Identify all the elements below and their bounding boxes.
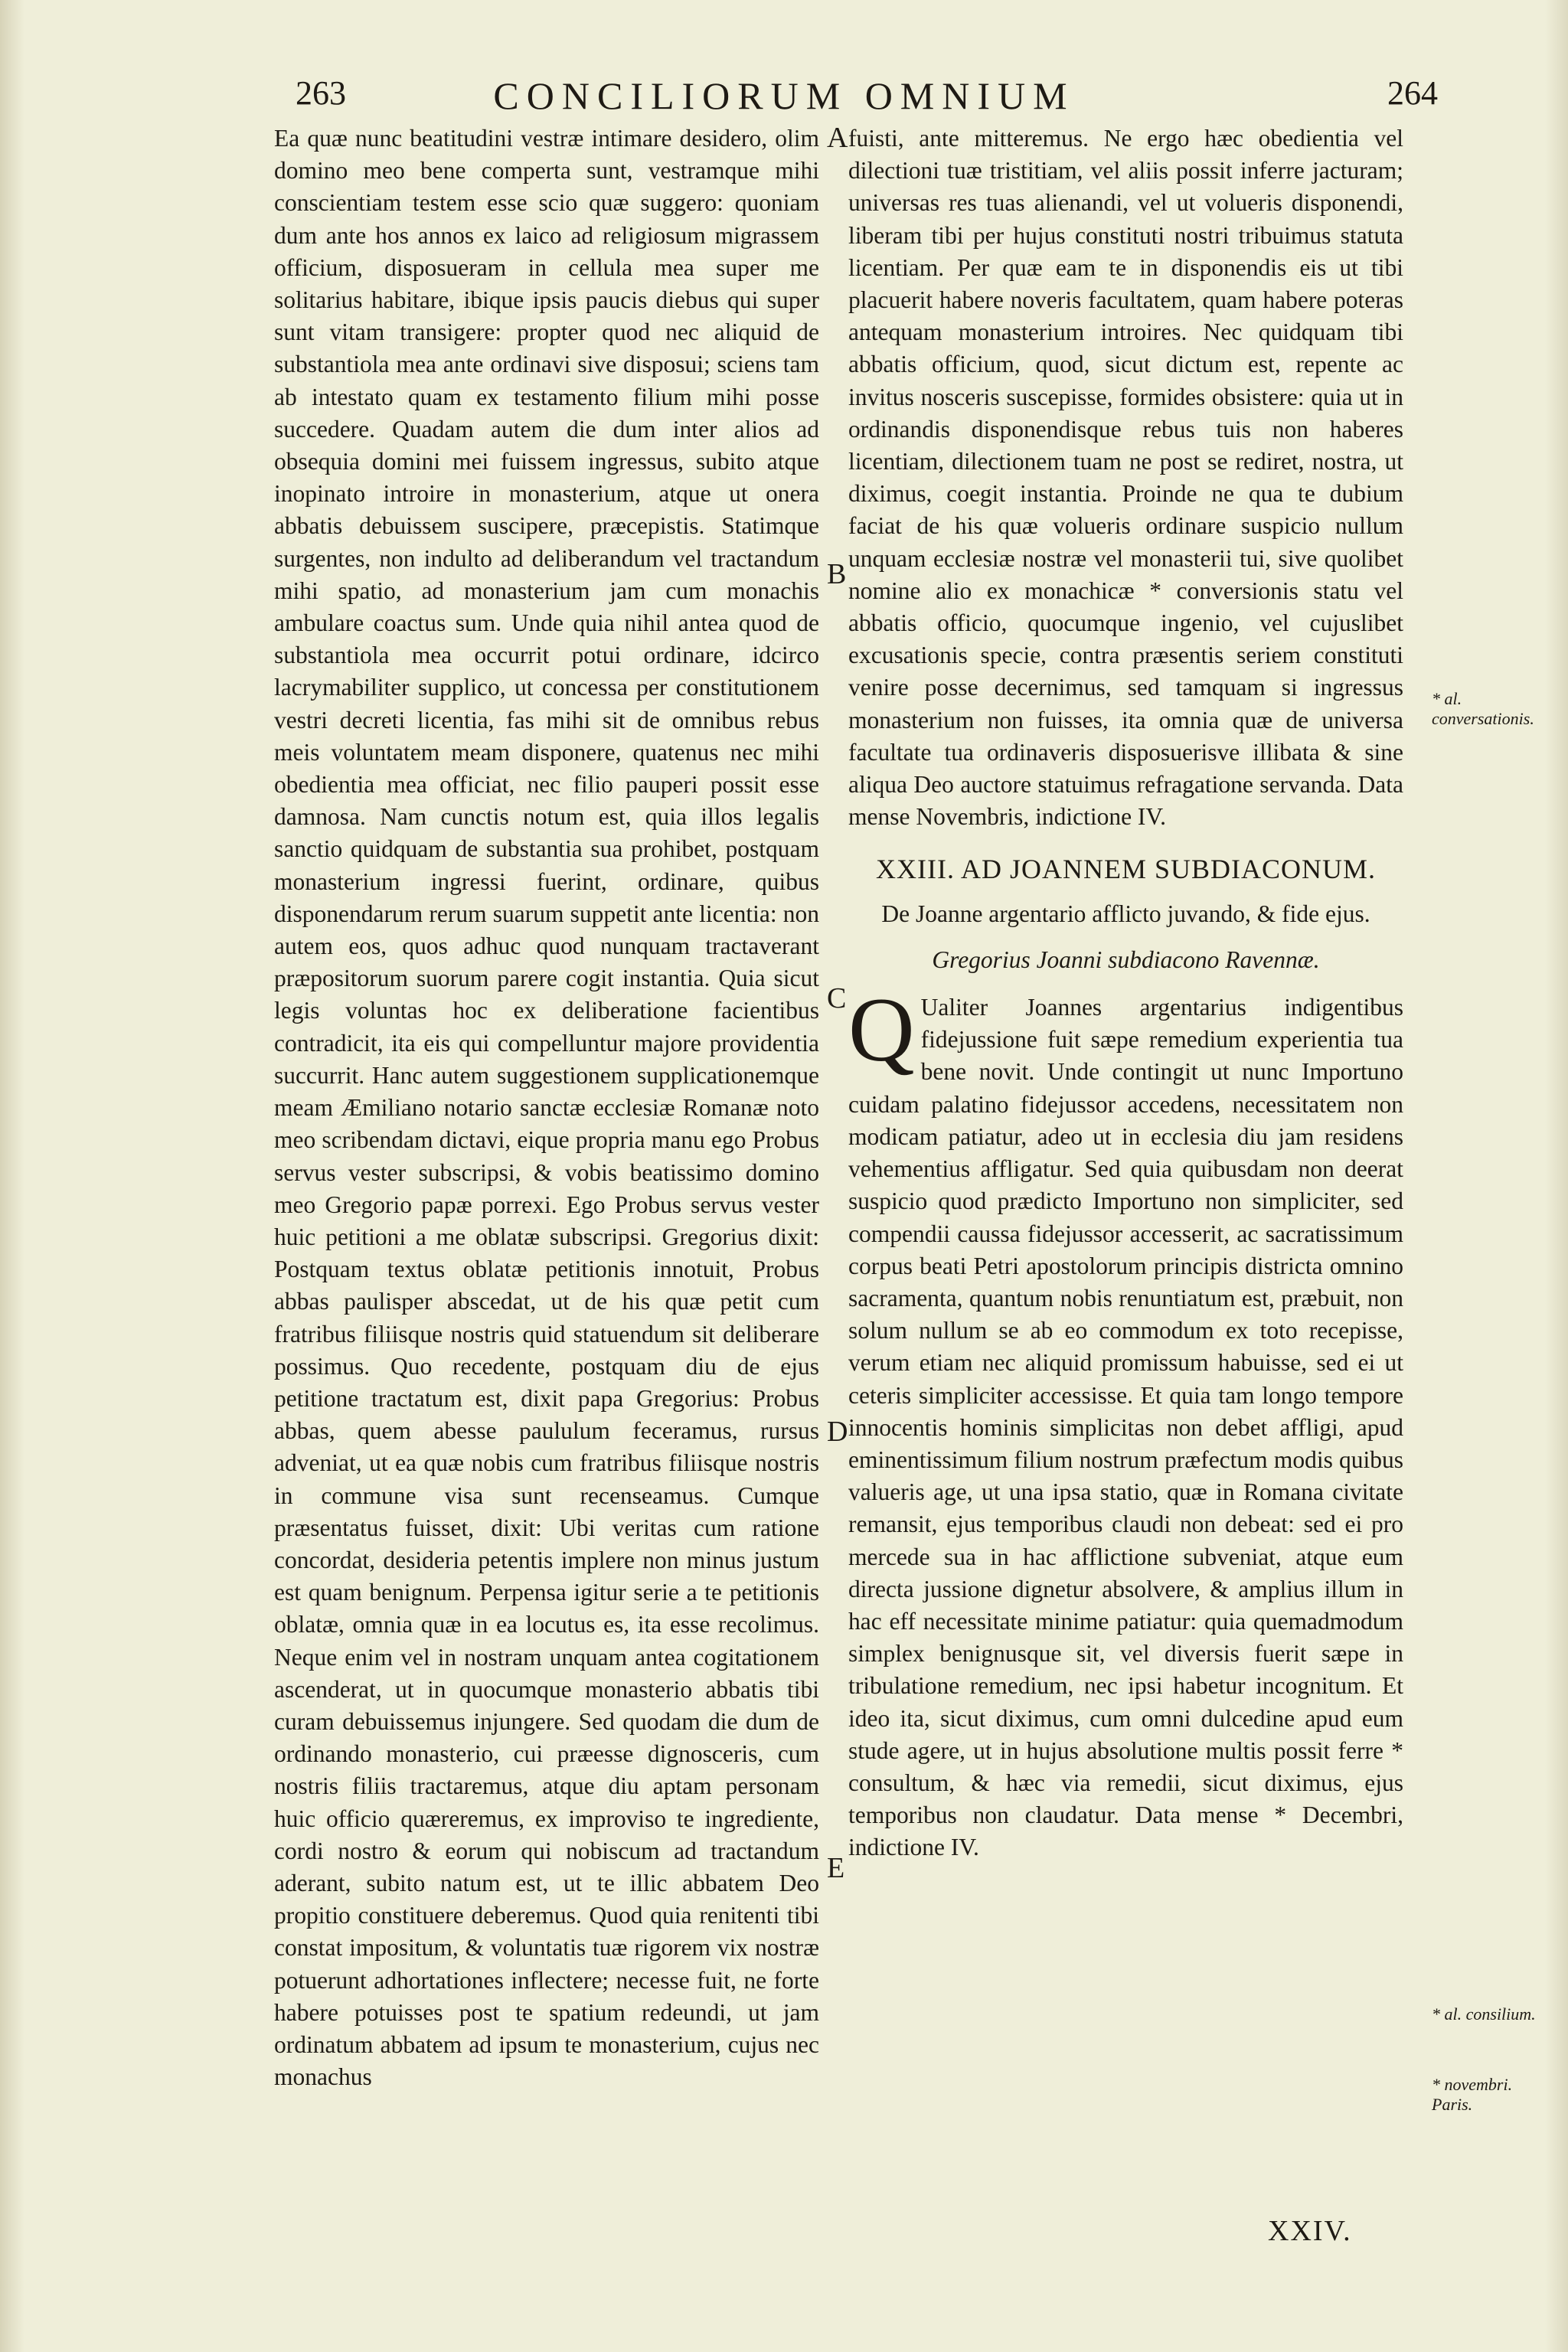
letter-address: Gregorius Joanni subdiacono Ravennæ. [932,946,1320,973]
drop-cap: Q [848,978,915,1081]
page-number-left: 263 [296,74,346,112]
right-column-text: fuisti, ante mitteremus. Ne ergo hæc obedientia vel dilectioni tuæ tristitiam, vel aliis possit inferre jacturam; universas res tuas alienandi, vel ut volueris disponendi, liberam tibi per hujus constituti nostri tribuimus statuta licentiam. Per quæ eam te in disponendis eis ut tibi placuerit habere noveris facultatem, quam habere poteras antequam monasterium introires. Nec quidquam tibi abbatis officium, quod, sicut dictum est, repente ac invitus nosceris suscepisse, formides obsistere: quia ut in ordinandis disponendisque rebus tuis non haberes licentiam, dilectionem tuam ne post se rediret, nostra, ut diximus, coegit instantia. Proinde ne qua te dubium faciat de his quæ volueris ordinare suspicio nullum unquam ecclesiæ nostræ vel monasterii tui, sive quolibet nomine alio ex monachicæ * conversionis statu vel abbatis officio, quocumque ingenio, vel cujuslibet excusationis specie, contra præsentis seriem constituti venire posse decernimus, sed tamquam si ingressus monasterium non fuisses, ita omnia quæ de universa facultate tua ordinaveris disposuerisve illibata & sine aliqua Deo auctore statuimus refragatione servanda. Data mense Novembris, indictione IV. [848,125,1403,831]
left-column-text: Ea quæ nunc beatitudini vestræ intimare desidero, olim domino meo bene comperta sunt, vestramque mihi conscientiam testem esse scio quæ suggero: quoniam dum ante hos annos ex laico ad religiosum migrassem officium, disposueram in cellula mea super me solitarius habitare, ibique ipsis paucis diebus qui super sunt vitam transigere: propter quod nec aliquid de substantiola mea ante ordinavi sive disposui; sciens tam ab intestato quam ex testamento filium mihi posse succedere. Quadam autem die dum inter alios ad obsequia domini mei fuissem ingressus, subito atque inopinato introire in monasterium, atque ut onera abbatis debuissem suscipere, præcepistis. Statimque surgentes, non indulto ad deliberandum vel tractandum mihi spatio, ad monasterium jam cum monachis ambulare coactus sum. Unde quia nihil antea quod de substantiola mea occurrit potui ordinare, idcirco lacrymabiliter supplico, ut concessa per constitutionem vestri decreti licentia, fas mihi sit de omnibus rebus meis voluntatem meam disponere, quatenus nec mihi obedientia mea officiat, nec filio pauperi possit esse damnosa. Nam cunctis notum est, quia illos legalis sanctio quidquam de substantia sua prohibet, postquam monasterium ingressi fuerint, ordinare, quibus disponendarum rerum suarum suppetit ante licentia: non autem eos, quos adhuc quod nunquam tractaverant præpositorum suorum parere cogit instantia. Quia sicut legis voluntas hoc ex deliberatione facientibus contradicit, ita eis qui compelluntur majore providentia succurrit. Hanc autem suggestionem supplicationemque meam Æmiliano notario sanctæ ecclesiæ Romanæ noto meo scribendam dictavi, eique propria manu ego Probus servus vester subscripsi, & vobis beatissimo domino meo Gregorio papæ porrexi. Ego Probus servus vester huic petitioni a me oblatæ subscripsi. Gregorius dixit: Postquam textus oblatæ petitionis innotuit, Probus abbas paulisper abscedat, ut de his quæ petit cum fratribus filiisque nostris quid statuendum sit deliberare possimus. Quo recedente, postquam diu de ejus petitione tractatum est, dixit papa Gregorius: Probus abbas, quem abesse paululum feceramus, rursus adveniat, ut ea quæ nobis cum fratribus filiisque nostris in commune visa sunt recenseamus. Cumque præsentatus fuisset, dixit: Ubi veritas cum ratione concordat, desideria petentis implere non minus justum est quam benignum. Perpensa igitur serie a te petitionis oblatæ, omnia quæ in ea locutus es, ita esse recolimus. Neque enim vel in nostram unquam antea cogitationem ascenderat, ut in quocumque monasterio abbatis tibi curam debuissemus injungere. Sed quodam die dum de ordinando monasterio, cui præesse dignosceris, cum nostris filiis tractaremus, atque diu aptam personam huic officio quæreremus, ex improviso te ingrediente, cordi nostro & eorum qui nobiscum ad tractandum aderant, subito natum est, ut te illic abbatem Deo propitio constituere deberemus. Quod quia renitenti tibi constat impositum, & voluntatis tuæ rigorem vix nostræ potuerunt adhortationes inflectere; necesse fuit, ne forte habere potuisses post te spatium redeundi, ut jam ordinatum abbatem ad ipsum te monasterium, cujus nec monachus [274,125,819,2091]
section-summary: De Joanne argentario afflicto juvando, & fide ejus. [881,900,1370,927]
section-marker-a: A [827,122,848,154]
page-edge-right [1545,0,1568,2352]
right-column [848,122,1403,1864]
running-title: CONCILIORUM OMNIUM [493,74,1075,117]
section-marker-d: D [827,1416,848,1448]
margin-note: * al. consilium. [1432,2004,1536,2024]
letter-text: Ualiter Joannes argentarius indigentibus fidejussione fuit sæpe remedium experientia tua bene novit. Unde contingit ut nunc Importuno cuidam palatino fidejussor accedens, necessitatem non modicam patiatur, adeo ut in ecclesia diu jam residens vehementius affligatur. Sed quia quibusdam non deerat suspicio quod prædicto Importuno non simpliciter, sed compendii caussa fidejussor accesserit, ac sacratissimum corpus beati Petri apostolorum principis districta omnino sacramenta, quantum nobis renuntiatum est, præbuit, non solum nullum se ab eo commodum ex toto recepisse, verum etiam nec aliquid promissum habuisse, sed ei ut ceteris simpliciter accessisse. Et quia tam longo tempore innocentis hominis simplicitas non debet affligi, apud eminentissimum filium nostrum præfectum modis quibus valueris age, ut una ipsa statio, quæ in Romana civitate remansit, ejus temporibus claudi non debeat: sed ei pro mercede sua in hac afflictione subveniat, atque eum directa jussione dignetur absolvere, & amplius illum in hac eff necessitate minime patiatur: quia quemadmodum simplex benignusque sit, vel diversis fuerit sæpe in tribulatione remedium, nec ipsi habetur incognitum. Et ideo ita, sicut diximus, cum omni dulcedine apud eum stude agere, ut in hujus absolutione multis possit ferre * consultum, & hæc via remedii, sicut diximus, ejus temporibus non claudatur. Data mense * Decembri, indictione IV. [848,994,1403,1861]
section-title: XXIII. AD JOANNEM SUBDIACONUM. [875,854,1376,885]
page-number-right: 264 [1387,74,1438,112]
section-marker-c: C [827,982,847,1014]
section-marker-b: B [827,558,847,590]
catchword: XXIV. [1268,2215,1352,2247]
letter-body [848,978,1403,1864]
page-edge-left [0,0,24,2352]
left-column [274,122,819,2093]
margin-note: * al. conversationis. [1432,689,1534,728]
section-marker-e: E [827,1852,845,1884]
margin-note: * novembri. Paris. [1432,2075,1513,2114]
